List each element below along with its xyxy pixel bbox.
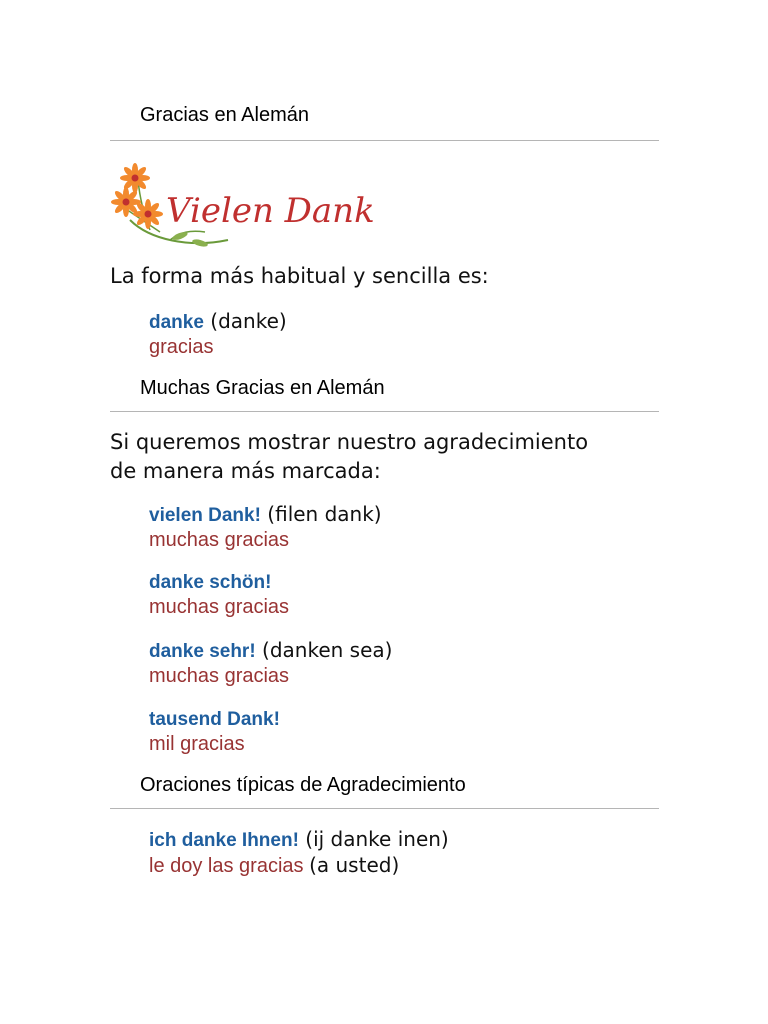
intro-text <box>110 428 670 486</box>
pronunciation: (danke) <box>210 309 287 333</box>
spanish-phrase: le doy las gracias <box>149 855 304 877</box>
phrase-entry <box>149 309 669 360</box>
german-phrase: danke sehr! <box>149 641 256 662</box>
pronunciation: (filen dank) <box>267 502 382 526</box>
section-heading: Gracias en Alemán <box>140 104 309 126</box>
german-phrase: danke schön! <box>149 572 272 593</box>
phrase-entry <box>149 638 669 689</box>
intro-text: La forma más habitual y sencilla es: <box>110 264 489 288</box>
phrase-entry <box>149 502 669 553</box>
phrase-entry <box>149 569 669 620</box>
german-phrase: ich danke Ihnen! <box>149 830 299 851</box>
intro-line: Si queremos mostrar nuestro agradecimiento <box>110 430 589 454</box>
intro-line: de manera más marcada: <box>110 459 381 483</box>
pronunciation: (ij danke inen) <box>305 827 449 851</box>
pronunciation: (danken sea) <box>262 638 393 662</box>
section-heading: Muchas Gracias en Alemán <box>140 377 385 399</box>
section-divider <box>110 411 659 412</box>
section-divider <box>110 808 659 809</box>
spanish-translation <box>149 853 669 879</box>
spanish-translation: muchas gracias <box>149 529 290 551</box>
logo-text: Vielen Dank <box>166 191 375 231</box>
phrase-entry <box>149 827 669 879</box>
spanish-note: (a usted) <box>309 853 400 877</box>
spanish-translation: gracias <box>149 336 214 358</box>
german-phrase: vielen Dank! <box>149 505 261 526</box>
german-phrase: tausend Dank! <box>149 709 280 730</box>
vielen-dank-logo <box>110 160 382 250</box>
spanish-translation: muchas gracias <box>149 665 290 687</box>
section-heading: Oraciones típicas de Agradecimiento <box>140 774 466 796</box>
spanish-translation: muchas gracias <box>149 596 290 618</box>
german-phrase: danke <box>149 312 204 333</box>
spanish-translation: mil gracias <box>149 733 245 755</box>
phrase-entry <box>149 706 669 757</box>
section-divider <box>110 140 659 141</box>
